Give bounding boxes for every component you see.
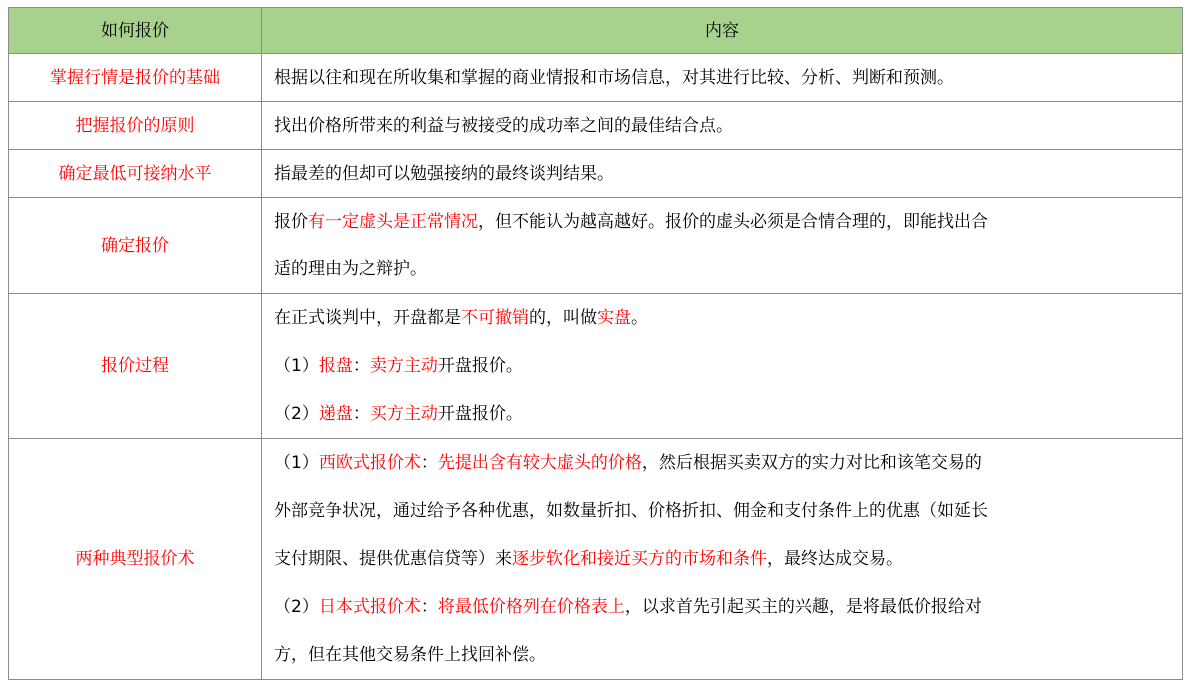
row-content — [262, 439, 1183, 680]
row-label: 两种典型报价术 — [9, 439, 262, 680]
text-run: 的，叫做 — [529, 308, 597, 328]
text-run: ： — [352, 404, 370, 424]
content-line — [274, 199, 1172, 246]
text-run: 报价 — [274, 211, 308, 232]
row-label: 确定最低可接纳水平 — [9, 150, 262, 198]
highlight-text: 买方主动 — [369, 404, 438, 424]
content-line — [274, 439, 1172, 487]
text-run: ，然后根据买卖双方的实力对比和该笔交易的 — [641, 453, 982, 473]
highlight-text: 递盘 — [318, 404, 353, 424]
table-header-row — [9, 8, 1183, 54]
text-run: （2） — [274, 404, 319, 424]
text-run: ，以求首先引起买主的兴趣，是将最低价报给对 — [624, 597, 982, 617]
content-line — [274, 342, 1172, 390]
row-content — [262, 198, 1183, 294]
table-row — [9, 150, 1183, 198]
text-run: （1） — [274, 356, 319, 376]
row-label: 掌握行情是报价的基础 — [9, 54, 262, 102]
text-run: （2） — [274, 597, 319, 617]
text-run: ，但不能认为越高越好。报价的虚头必须是合情合理的，即能找出合 — [478, 211, 988, 232]
header-how-to-quote: 如何报价 — [9, 8, 262, 54]
text-run: ： — [420, 597, 438, 617]
table-row — [9, 54, 1183, 102]
text-run: ，最终达成交易。 — [767, 549, 903, 569]
table-row — [9, 439, 1183, 680]
content-line — [274, 535, 1172, 583]
highlight-text: 有一定虚头是正常情况 — [308, 211, 478, 232]
text-run: 。 — [631, 308, 648, 328]
text-run: 在正式谈判中，开盘都是 — [274, 308, 461, 328]
table-row — [9, 198, 1183, 294]
text-run: （1） — [274, 453, 319, 473]
highlight-text: 报盘 — [318, 356, 353, 376]
highlight-text: 先提出含有较大虚头的价格 — [437, 453, 642, 473]
content-line — [274, 583, 1172, 631]
pricing-table — [8, 7, 1183, 680]
content-line: 适的理由为之辩护。 — [274, 258, 427, 279]
highlight-text: 卖方主动 — [369, 356, 438, 376]
content-line: 方，但在其他交易条件上找回补偿。 — [274, 645, 546, 665]
text-run: 开盘报价。 — [437, 404, 523, 424]
text-run: ： — [352, 356, 370, 376]
content-line — [274, 294, 1172, 342]
row-label: 确定报价 — [9, 198, 262, 294]
text-run: 开盘报价。 — [437, 356, 523, 376]
highlight-text: 逐步软化和接近买方的市场和条件 — [512, 549, 767, 569]
header-content: 内容 — [262, 8, 1183, 54]
content-line — [274, 390, 1172, 438]
content-line: 外部竞争状况，通过给予各种优惠，如数量折扣、价格折扣、佣金和支付条件上的优惠（如延长 — [274, 501, 988, 521]
text-run: 支付期限、提供优惠信贷等）来 — [274, 549, 512, 569]
highlight-text: 将最低价格列在价格表上 — [437, 597, 625, 617]
row-label: 把握报价的原则 — [9, 102, 262, 150]
table-row — [9, 294, 1183, 439]
highlight-text: 西欧式报价术 — [318, 453, 421, 473]
table-row — [9, 102, 1183, 150]
row-content: 根据以往和现在所收集和掌握的商业情报和市场信息，对其进行比较、分析、判断和预测。 — [262, 54, 1183, 102]
highlight-text: 日本式报价术 — [318, 597, 421, 617]
row-label: 报价过程 — [9, 294, 262, 439]
text-run: ： — [420, 453, 438, 473]
highlight-text: 不可撤销 — [461, 308, 529, 328]
row-content — [262, 294, 1183, 439]
row-content: 找出价格所带来的利益与被接受的成功率之间的最佳结合点。 — [262, 102, 1183, 150]
highlight-text: 实盘 — [597, 308, 631, 328]
row-content: 指最差的但却可以勉强接纳的最终谈判结果。 — [262, 150, 1183, 198]
